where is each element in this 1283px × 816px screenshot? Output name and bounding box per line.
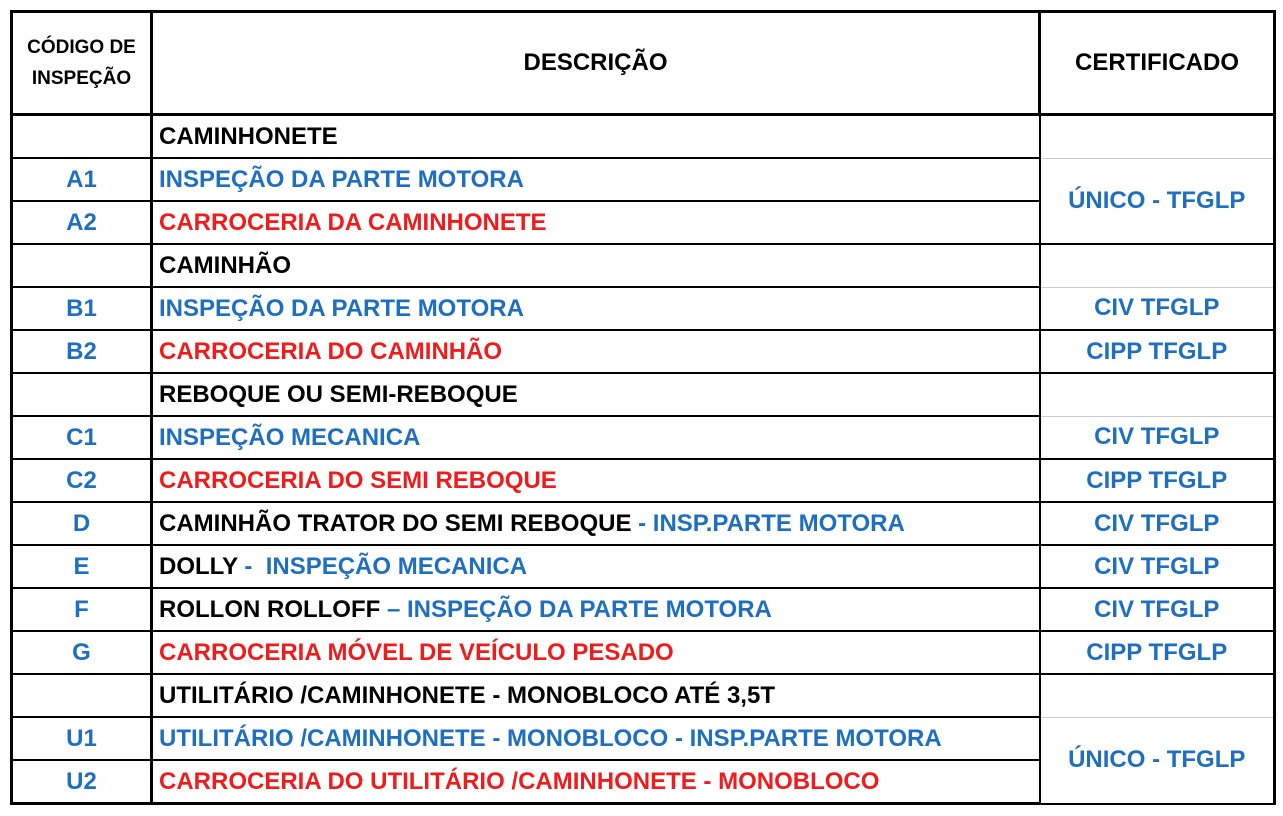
header-certificate: CERTIFICADO [1040,12,1275,115]
row-code: G [12,631,152,674]
row-description: INSPEÇÃO DA PARTE MOTORA [152,287,1040,330]
table-row [12,158,1275,201]
row-description: CARROCERIA DO CAMINHÃO [152,330,1040,373]
group-title-caminhao: CAMINHÃO [152,244,1040,287]
row-certificate: CIV TFGLP [1040,502,1275,545]
row-description: INSPEÇÃO MECANICA [152,416,1040,459]
row-description: CARROCERIA DA CAMINHONETE [152,201,1040,244]
inspection-table [10,10,1276,805]
row-description: CARROCERIA DO SEMI REBOQUE [152,459,1040,502]
row-code: B2 [12,330,152,373]
row-description-detail: – INSPEÇÃO DA PARTE MOTORA [380,595,772,623]
row-certificate: CIV TFGLP [1040,588,1275,631]
group-row [12,115,1275,159]
row-certificate: CIV TFGLP [1040,545,1275,588]
row-description-main: DOLLY [159,552,238,580]
table-row [12,416,1275,459]
table-row [12,287,1275,330]
table-row [12,588,1275,631]
row-description-detail: - INSP.PARTE MOTORA [631,509,905,537]
row-description: UTILITÁRIO /CAMINHONETE - MONOBLOCO - INSP.PARTE MOTORA [152,717,1040,760]
group-title-caminhonete: CAMINHONETE [152,115,1040,159]
row-code: B1 [12,287,152,330]
row-description-detail: - INSPEÇÃO MECANICA [237,552,528,580]
group-row [12,373,1275,416]
row-certificate: CIV TFGLP [1040,416,1275,459]
row-description: CARROCERIA MÓVEL DE VEÍCULO PESADO [152,631,1040,674]
header-code: CÓDIGO DE INSPEÇÃO [12,12,152,115]
row-certificate: ÚNICO - TFGLP [1040,158,1275,244]
row-certificate: ÚNICO - TFGLP [1040,717,1275,804]
row-certificate: CIPP TFGLP [1040,631,1275,674]
table-row [12,631,1275,674]
row-description: CARROCERIA DO UTILITÁRIO /CAMINHONETE - MONOBLOCO [152,760,1040,804]
row-description: INSPEÇÃO DA PARTE MOTORA [152,158,1040,201]
row-code: C2 [12,459,152,502]
row-code: A1 [12,158,152,201]
row-code: A2 [12,201,152,244]
row-certificate: CIV TFGLP [1040,287,1275,330]
row-certificate: CIPP TFGLP [1040,459,1275,502]
header-row [12,12,1275,115]
row-certificate: CIPP TFGLP [1040,330,1275,373]
row-code: U2 [12,760,152,804]
row-code: C1 [12,416,152,459]
row-description-main: ROLLON ROLLOFF [159,595,381,623]
row-code: F [12,588,152,631]
table-row [12,502,1275,545]
row-code: D [12,502,152,545]
table-row [12,545,1275,588]
row-code: U1 [12,717,152,760]
row-description-main: CAMINHÃO TRATOR DO SEMI REBOQUE [159,509,632,537]
row-code: E [12,545,152,588]
group-row [12,674,1275,717]
table-row [12,330,1275,373]
row-description [152,545,1040,588]
header-description: DESCRIÇÃO [152,12,1040,115]
group-row [12,244,1275,287]
row-description [152,502,1040,545]
row-description [152,588,1040,631]
table-row [12,459,1275,502]
group-title-utilitario: UTILITÁRIO /CAMINHONETE - MONOBLOCO ATÉ 3,5T [152,674,1040,717]
table-row [12,717,1275,760]
group-title-reboque: REBOQUE OU SEMI-REBOQUE [152,373,1040,416]
